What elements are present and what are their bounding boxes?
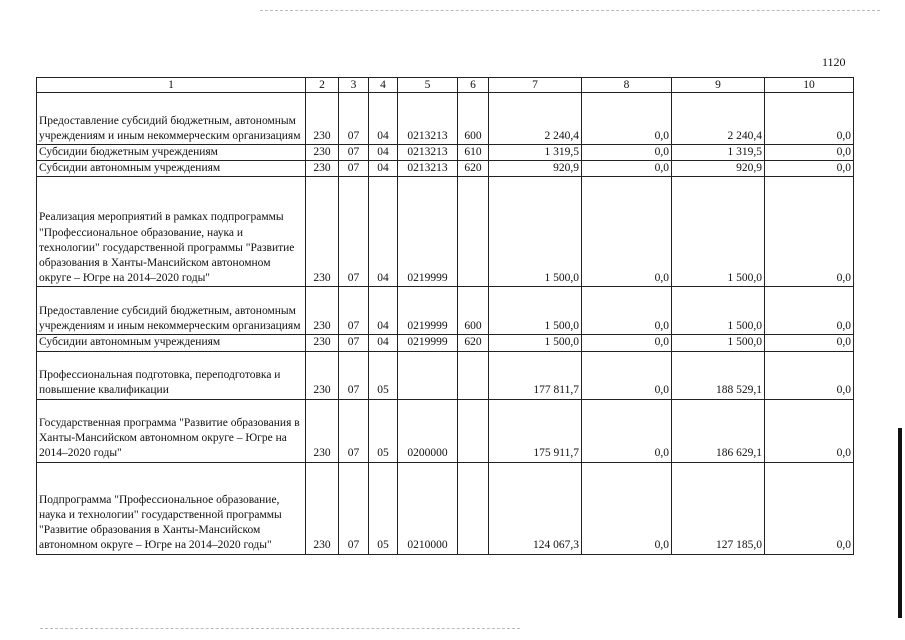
cell-col-9: 920,9 (672, 161, 765, 177)
cell-col-3: 07 (339, 177, 369, 287)
cell-col-9: 127 185,0 (672, 462, 765, 554)
row-name: Предоставление субсидий бюджетным, автономным учреждениям и иным некоммерческим организациям (37, 93, 306, 145)
budget-table (36, 77, 854, 555)
cell-col-8: 0,0 (582, 335, 672, 351)
cell-col-9: 1 500,0 (672, 287, 765, 335)
cell-col-3: 07 (339, 351, 369, 399)
cell-col-4: 05 (369, 399, 398, 462)
scan-artifact-bottom (40, 628, 520, 630)
cell-col-10: 0,0 (765, 335, 854, 351)
cell-col-3: 07 (339, 462, 369, 554)
cell-col-3: 07 (339, 93, 369, 145)
row-name: Субсидии автономным учреждениям (37, 335, 306, 351)
table-row (37, 462, 854, 554)
column-header-5: 5 (398, 78, 458, 93)
cell-col-2: 230 (306, 462, 339, 554)
cell-col-10: 0,0 (765, 145, 854, 161)
table-body (37, 93, 854, 555)
table-row (37, 351, 854, 399)
cell-col-9: 186 629,1 (672, 399, 765, 462)
cell-col-8: 0,0 (582, 399, 672, 462)
cell-col-7: 2 240,4 (489, 93, 582, 145)
cell-col-7: 1 500,0 (489, 177, 582, 287)
cell-col-4: 04 (369, 287, 398, 335)
cell-col-5: 0213213 (398, 145, 458, 161)
row-name: Профессиональная подготовка, переподготовка и повышение квалификации (37, 351, 306, 399)
cell-col-4: 04 (369, 93, 398, 145)
cell-col-4: 05 (369, 351, 398, 399)
cell-col-4: 04 (369, 145, 398, 161)
column-header-6: 6 (458, 78, 489, 93)
cell-col-8: 0,0 (582, 287, 672, 335)
column-header-3: 3 (339, 78, 369, 93)
cell-col-2: 230 (306, 145, 339, 161)
cell-col-5: 0219999 (398, 177, 458, 287)
cell-col-8: 0,0 (582, 462, 672, 554)
cell-col-10: 0,0 (765, 287, 854, 335)
cell-col-7: 124 067,3 (489, 462, 582, 554)
cell-col-7: 1 500,0 (489, 335, 582, 351)
cell-col-2: 230 (306, 93, 339, 145)
cell-col-10: 0,0 (765, 399, 854, 462)
cell-col-10: 0,0 (765, 161, 854, 177)
row-name: Субсидии автономным учреждениям (37, 161, 306, 177)
cell-col-4: 04 (369, 177, 398, 287)
cell-col-5: 0219999 (398, 335, 458, 351)
column-header-2: 2 (306, 78, 339, 93)
cell-col-5: 0213213 (398, 161, 458, 177)
cell-col-6: 600 (458, 287, 489, 335)
cell-col-6: 610 (458, 145, 489, 161)
cell-col-5: 0210000 (398, 462, 458, 554)
cell-col-4: 05 (369, 462, 398, 554)
column-header-9: 9 (672, 78, 765, 93)
row-name: Предоставление субсидий бюджетным, автономным учреждениям и иным некоммерческим организациям (37, 287, 306, 335)
table-row (37, 287, 854, 335)
cell-col-6: 620 (458, 335, 489, 351)
header-row (37, 78, 854, 93)
table-row (37, 177, 854, 287)
cell-col-9: 1 319,5 (672, 145, 765, 161)
table-row (37, 145, 854, 161)
cell-col-2: 230 (306, 287, 339, 335)
scan-artifact-top (260, 10, 880, 12)
cell-col-7: 177 811,7 (489, 351, 582, 399)
cell-col-8: 0,0 (582, 161, 672, 177)
cell-col-7: 920,9 (489, 161, 582, 177)
table-row (37, 93, 854, 145)
cell-col-3: 07 (339, 287, 369, 335)
cell-col-3: 07 (339, 399, 369, 462)
cell-col-8: 0,0 (582, 93, 672, 145)
cell-col-3: 07 (339, 335, 369, 351)
cell-col-2: 230 (306, 177, 339, 287)
cell-col-2: 230 (306, 351, 339, 399)
cell-col-6: 620 (458, 161, 489, 177)
cell-col-6: 600 (458, 93, 489, 145)
cell-col-10: 0,0 (765, 462, 854, 554)
cell-col-6 (458, 399, 489, 462)
page-number: 1120 (822, 55, 846, 69)
row-name: Реализация мероприятий в рамках подпрограммы "Профессиональное образование, наука и технологии" государственной программы "Развитие образования в Ханты-Мансийском автономном округе – Югре на 2014–2020 годы" (37, 177, 306, 287)
table-row (37, 161, 854, 177)
cell-col-8: 0,0 (582, 145, 672, 161)
margin-bar (898, 428, 902, 618)
cell-col-4: 04 (369, 161, 398, 177)
row-name: Субсидии бюджетным учреждениям (37, 145, 306, 161)
cell-col-2: 230 (306, 399, 339, 462)
column-header-4: 4 (369, 78, 398, 93)
cell-col-6 (458, 462, 489, 554)
cell-col-10: 0,0 (765, 177, 854, 287)
cell-col-9: 1 500,0 (672, 177, 765, 287)
cell-col-5: 0219999 (398, 287, 458, 335)
cell-col-8: 0,0 (582, 351, 672, 399)
column-header-1: 1 (37, 78, 306, 93)
cell-col-10: 0,0 (765, 351, 854, 399)
cell-col-6 (458, 177, 489, 287)
column-header-10: 10 (765, 78, 854, 93)
row-name: Подпрограмма "Профессиональное образование, наука и технологии" государственной программы "Развитие образования в Ханты-Мансийском автономном округе – Югре на 2014–2020 годы" (37, 462, 306, 554)
table-row (37, 335, 854, 351)
cell-col-3: 07 (339, 145, 369, 161)
column-header-7: 7 (489, 78, 582, 93)
row-name: Государственная программа "Развитие образования в Ханты-Мансийском автономном округе – Югре на 2014–2020 годы" (37, 399, 306, 462)
cell-col-5: 0200000 (398, 399, 458, 462)
cell-col-7: 175 911,7 (489, 399, 582, 462)
cell-col-3: 07 (339, 161, 369, 177)
cell-col-4: 04 (369, 335, 398, 351)
cell-col-7: 1 500,0 (489, 287, 582, 335)
cell-col-10: 0,0 (765, 93, 854, 145)
column-header-8: 8 (582, 78, 672, 93)
cell-col-6 (458, 351, 489, 399)
cell-col-2: 230 (306, 161, 339, 177)
cell-col-2: 230 (306, 335, 339, 351)
cell-col-7: 1 319,5 (489, 145, 582, 161)
cell-col-9: 2 240,4 (672, 93, 765, 145)
cell-col-9: 188 529,1 (672, 351, 765, 399)
cell-col-5 (398, 351, 458, 399)
cell-col-9: 1 500,0 (672, 335, 765, 351)
cell-col-8: 0,0 (582, 177, 672, 287)
cell-col-5: 0213213 (398, 93, 458, 145)
table-row (37, 399, 854, 462)
